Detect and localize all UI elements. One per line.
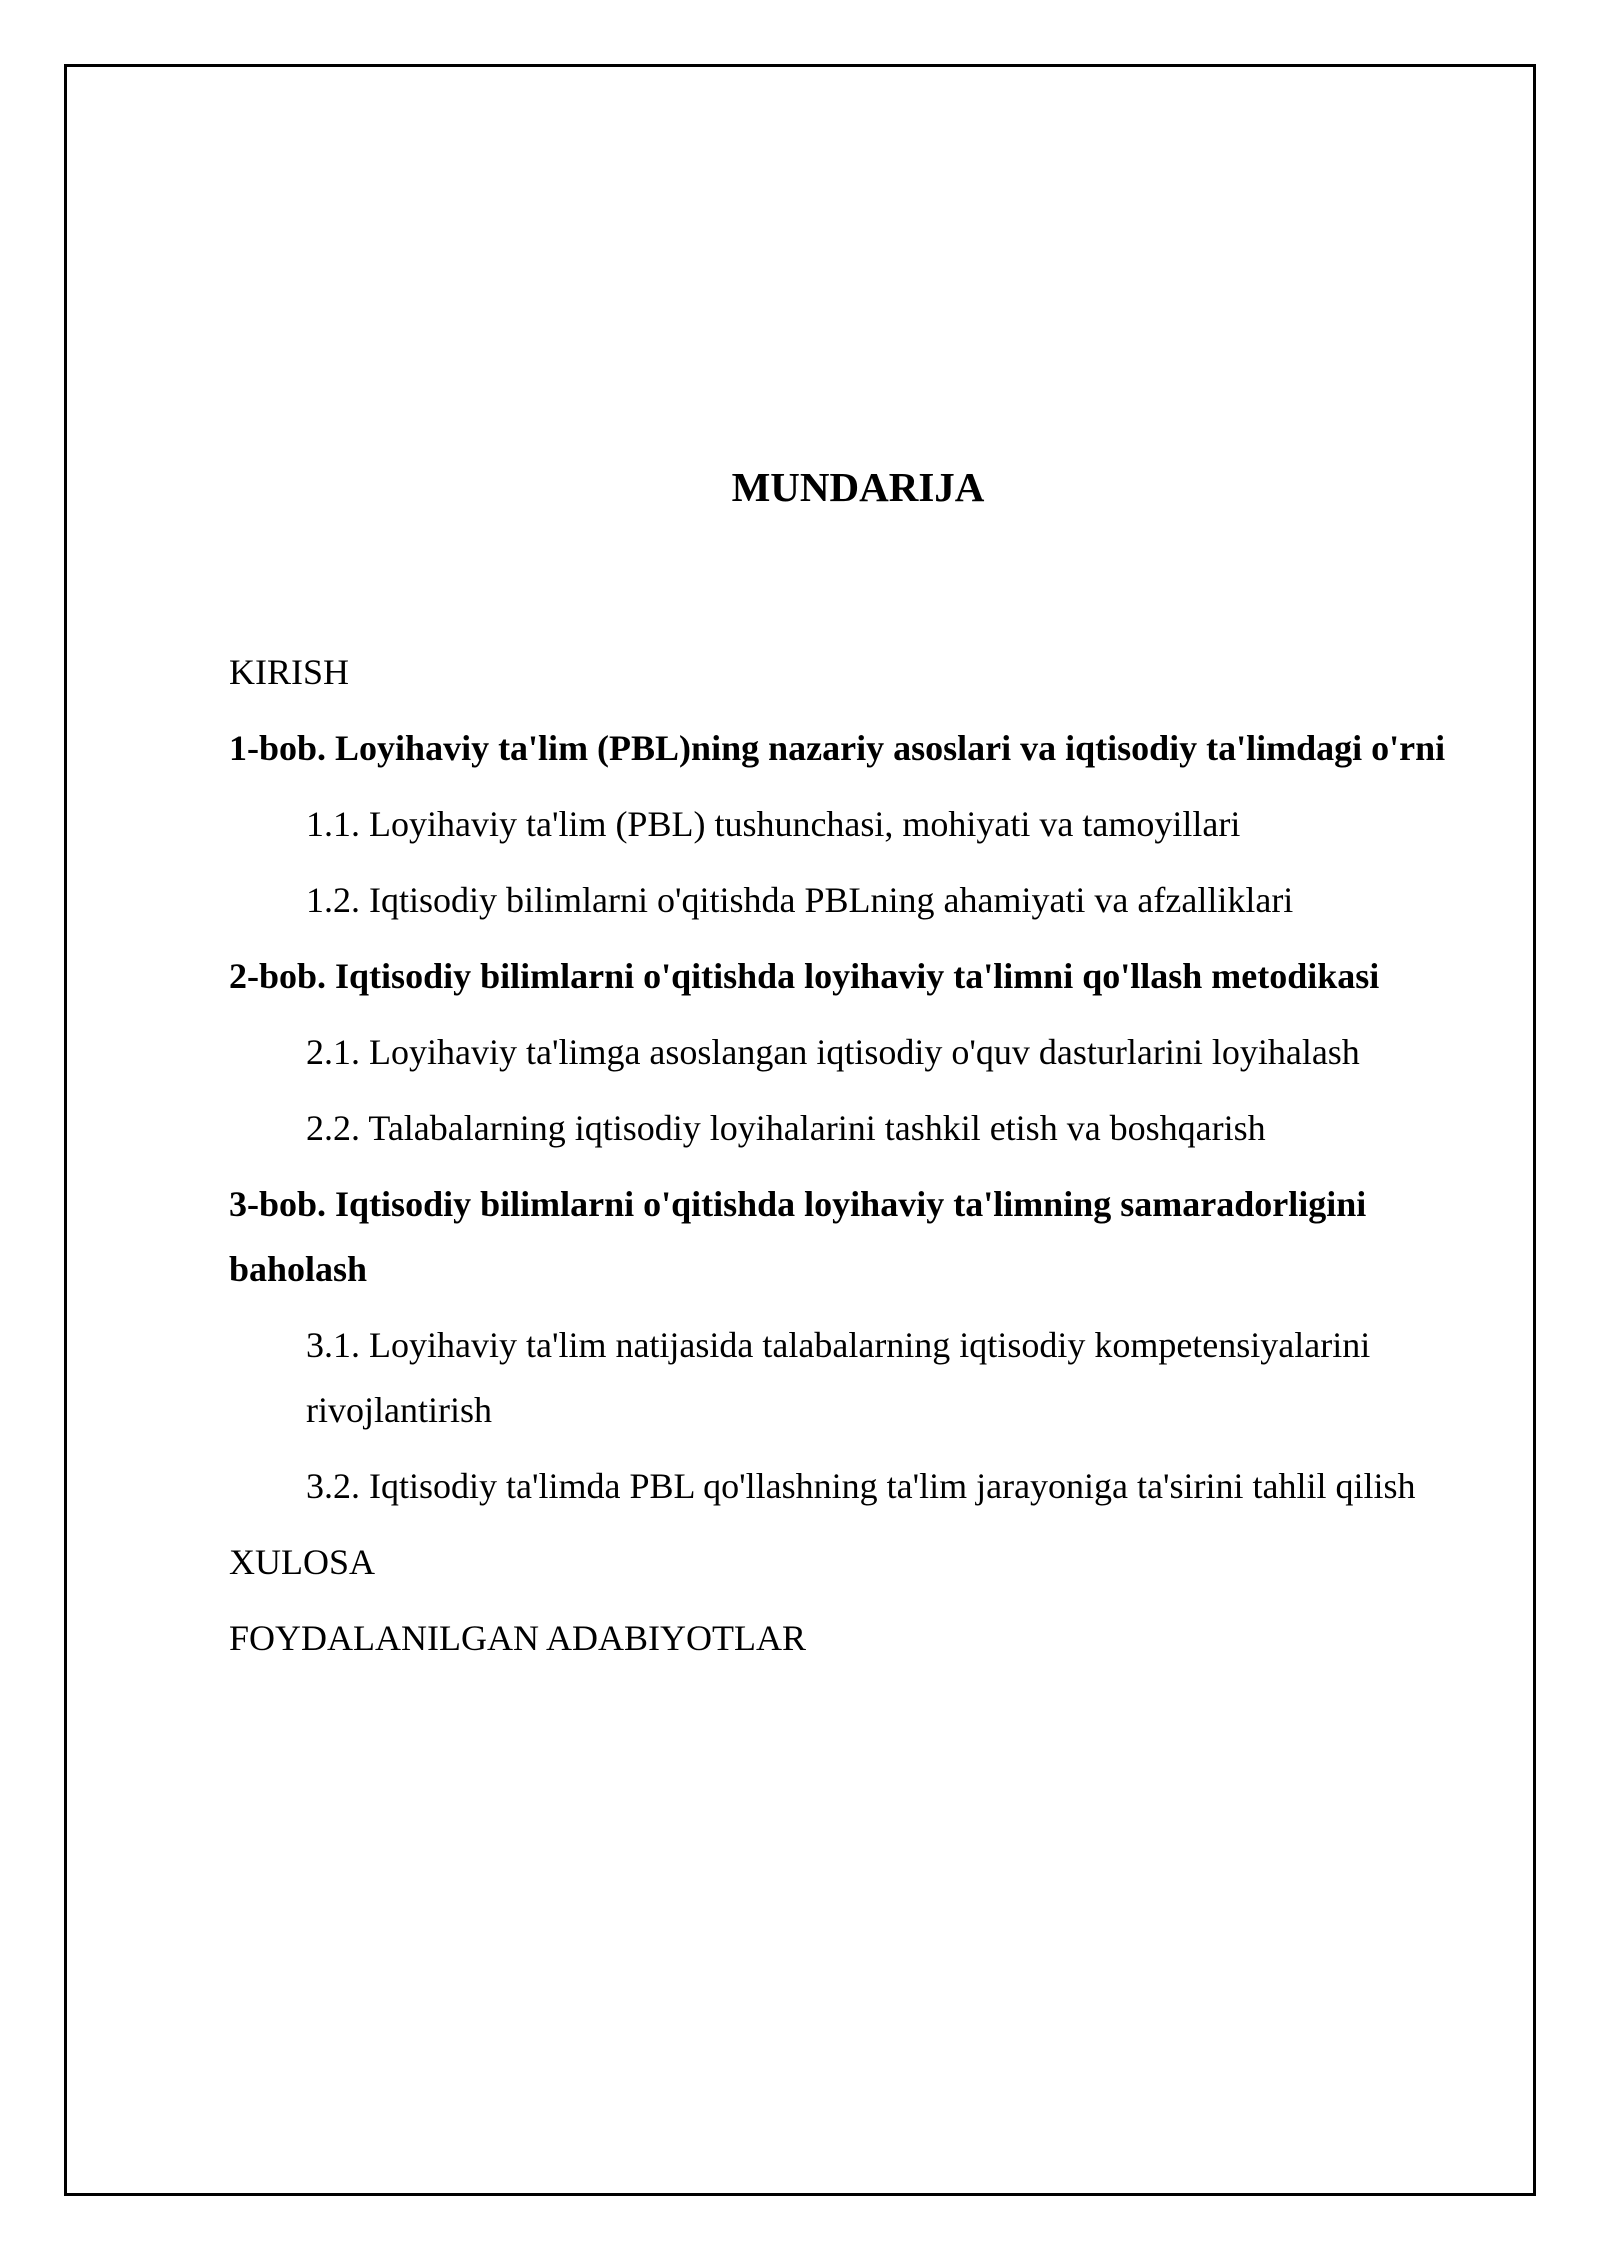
toc-entry-section-2-2: 2.2. Talabalarning iqtisodiy loyihalarini tashkil etish va boshqarish bbox=[306, 1108, 1266, 1148]
table-of-contents bbox=[229, 640, 1479, 1682]
toc-entry-chapter-3: 3-bob. Iqtisodiy bilimlarni o'qitishda loyihaviy ta'limning samaradorligini baholash bbox=[229, 1184, 1367, 1289]
toc-entry-section-2-1: 2.1. Loyihaviy ta'limga asoslangan iqtisodiy o'quv dasturlarini loyihalash bbox=[306, 1032, 1360, 1072]
toc-entry-chapter-2: 2-bob. Iqtisodiy bilimlarni o'qitishda loyihaviy ta'limni qo'llash metodikasi bbox=[229, 956, 1380, 996]
page-title: MUNDARIJA bbox=[731, 464, 985, 510]
toc-entry-section-1-1: 1.1. Loyihaviy ta'lim (PBL) tushunchasi, mohiyati va tamoyillari bbox=[306, 804, 1241, 844]
toc-entry-chapter-1: 1-bob. Loyihaviy ta'lim (PBL)ning nazariy asoslari va iqtisodiy ta'limdagi o'rni bbox=[229, 728, 1446, 768]
toc-entry-section-1-2: 1.2. Iqtisodiy bilimlarni o'qitishda PBLning ahamiyati va afzalliklari bbox=[306, 880, 1294, 920]
toc-entry-introduction: KIRISH bbox=[229, 652, 350, 692]
toc-entry-references: FOYDALANILGAN ADABIYOTLAR bbox=[229, 1618, 806, 1658]
toc-entry-section-3-2: 3.2. Iqtisodiy ta'limda PBL qo'llashning ta'lim jarayoniga ta'sirini tahlil qilish bbox=[306, 1466, 1416, 1506]
toc-entry-section-3-1: 3.1. Loyihaviy ta'lim natijasida talabalarning iqtisodiy kompetensiyalarini rivojlantirish bbox=[306, 1325, 1371, 1430]
toc-entry-conclusion: XULOSA bbox=[229, 1542, 376, 1582]
